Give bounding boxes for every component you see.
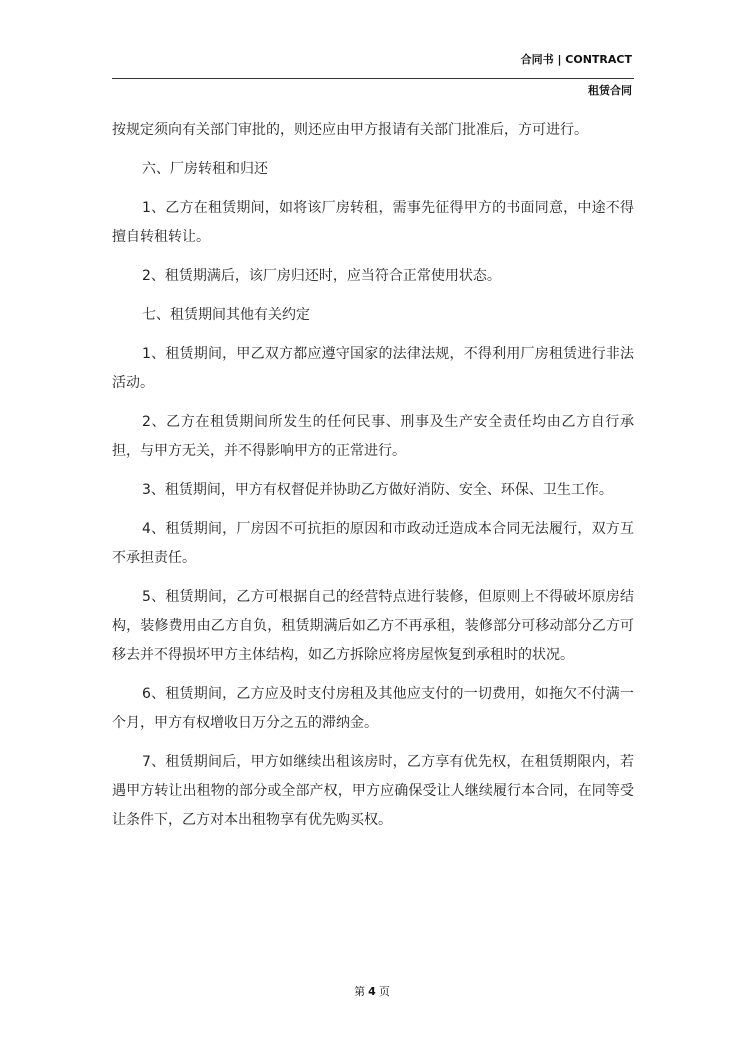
paragraph-other-clause-3: 3、租赁期间，甲方有权督促并协助乙方做好消防、安全、环保、卫生工作。 [142,482,613,498]
paragraph-sublet-clause-1: 1、乙方在租赁期间，如将该厂房转租，需事先征得甲方的书面同意，中途不得擅自转租转让。 [112,200,634,245]
paragraph-other-clause-7: 7、租赁期间后，甲方如继续出租该房时，乙方享有优先权，在租赁期限内，若遇甲方转让出租物的部分或全部产权，甲方应确保受让人继续履行本合同，在同等受让条件下，乙方对本出租物享有优先购买权。 [112,754,634,828]
page-number-prefix: 第 [354,985,366,998]
paragraph-other-clause-1: 1、租赁期间，甲乙双方都应遵守国家的法律法规，不得利用厂房租赁进行非法活动。 [112,346,634,391]
paragraph-sublet-clause-2: 2、租赁期满后，该厂房归还时，应当符合正常使用状态。 [142,268,501,284]
paragraph-other-clause-4: 4、租赁期间，厂房因不可抗拒的原因和市政动迁造成本合同无法履行，双方互不承担责任。 [112,521,634,566]
document-body [112,116,634,845]
paragraph-other-clause-5: 5、租赁期间，乙方可根据自己的经营特点进行装修，但原则上不得破坏原房结构，装修费用由乙方自负，租赁期满后如乙方不再承租，装修部分可移动部分乙方可移去并不得损坏甲方主体结构，如乙方拆除应将房屋恢复到承租时的状况。 [112,589,634,663]
section-heading-sublet-return: 六、厂房转租和归还 [142,161,268,177]
paragraph-other-clause-2: 2、乙方在租赁期间所发生的任何民事、刑事及生产安全责任均由乙方自行承担，与甲方无关，并不得影响甲方的正常进行。 [112,414,634,459]
header-divider [112,78,634,79]
paragraph-continuation: 按规定须向有关部门审批的，则还应由甲方报请有关部门批准后，方可进行。 [112,122,588,138]
page-number [0,985,744,999]
paragraph-other-clause-6: 6、租赁期间，乙方应及时支付房租及其他应支付的一切费用，如拖欠不付满一个月，甲方有权增收日万分之五的滞纳金。 [112,686,634,731]
section-heading-other-terms: 七、租赁期间其他有关约定 [142,307,310,323]
page-number-value: 4 [368,985,376,998]
header-title: 合同书 | CONTRACT [520,53,632,66]
page-number-suffix: 页 [378,985,390,998]
header-subtitle: 租赁合同 [588,84,632,97]
